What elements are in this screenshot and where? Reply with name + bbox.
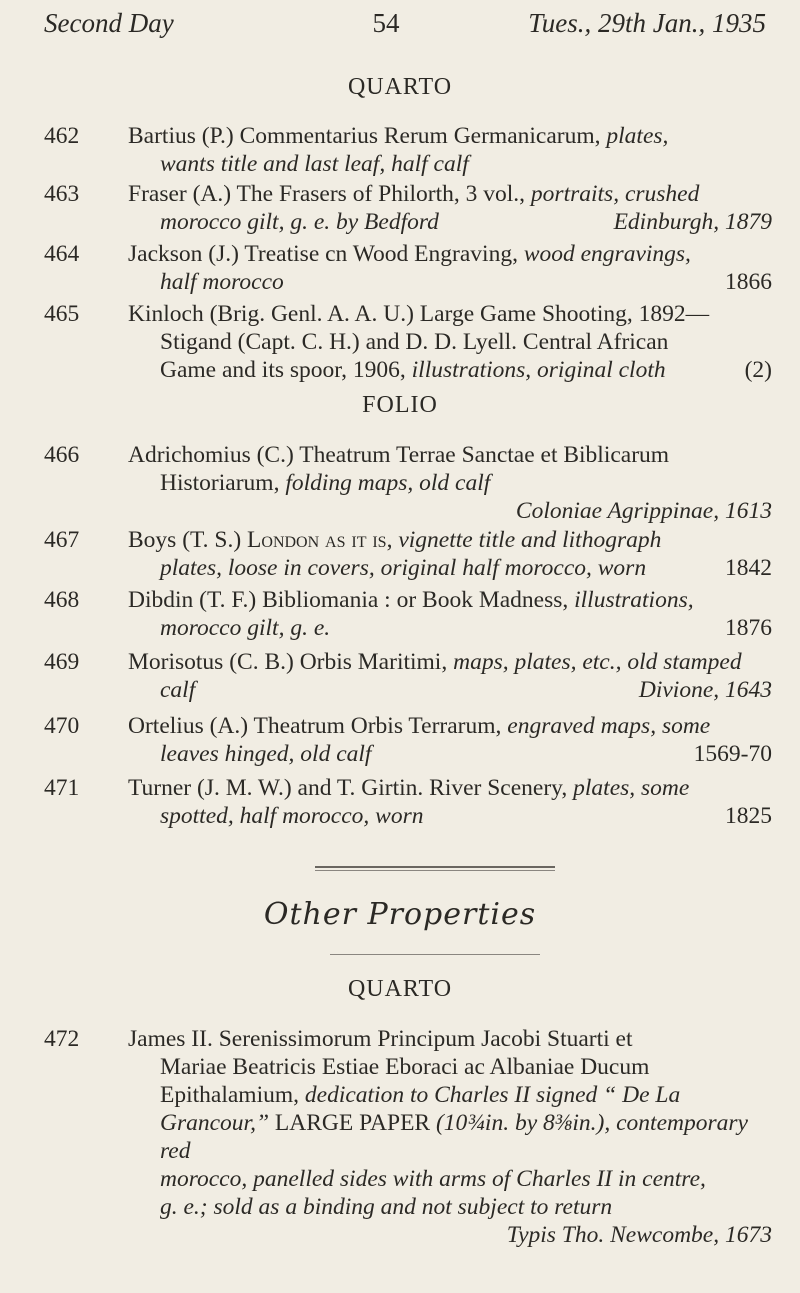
- lot-471: [44, 774, 772, 830]
- lot-title: Stigand (Capt. C. H.) and D. D. Lyell. Central African: [160, 329, 669, 355]
- lot-date: 1866: [725, 269, 772, 295]
- lot-title: Turner (J. M. W.) and T. Girtin. River Scenery,: [128, 775, 574, 801]
- lot-470: [44, 712, 772, 768]
- lot-date: 1876: [725, 615, 772, 641]
- lot-title: Jackson (J.) Treatise cn Wood Engraving,: [128, 241, 524, 267]
- lot-title: Epithalamium,: [160, 1082, 305, 1108]
- lot-description: engraved maps, some: [507, 713, 711, 739]
- lot-462: [44, 122, 772, 178]
- lot-description: illustrations,: [574, 587, 694, 613]
- lot-number: 470: [44, 713, 80, 739]
- lot-description: maps, plates, etc., old stamped: [453, 649, 742, 675]
- lot-464: [44, 240, 772, 296]
- lot-number: 463: [44, 181, 80, 207]
- lot-title: Adrichomius (C.) Theatrum Terrae Sanctae et Biblicarum: [128, 442, 670, 468]
- lot-description: plates, some: [573, 775, 690, 801]
- lot-number: 468: [44, 587, 80, 613]
- lot-description: wants title and last leaf, half calf: [160, 151, 469, 177]
- lot-description: morocco gilt, g. e.: [160, 615, 331, 641]
- lot-description: illustrations, original cloth: [411, 357, 666, 383]
- lot-463: [44, 180, 772, 236]
- lot-imprint: Divione, 1643: [638, 677, 772, 703]
- lot-date: 1825: [725, 803, 772, 829]
- lot-number: 464: [44, 241, 80, 267]
- lot-title: Morisotus (C. B.) Orbis Maritimi,: [128, 649, 454, 675]
- lot-description: spotted, half morocco, worn: [160, 803, 424, 829]
- lot-count: (2): [744, 357, 772, 383]
- lot-number: 469: [44, 649, 80, 675]
- lot-title: Historiarum,: [160, 470, 286, 496]
- lot-468: [44, 586, 772, 642]
- lot-469: [44, 648, 772, 704]
- lot-number: 462: [44, 123, 80, 149]
- lot-description: calf: [160, 677, 196, 703]
- lot-description: (10¾in. by 8⅜in.), contemporary red: [160, 1110, 748, 1164]
- lot-472: [44, 1025, 772, 1249]
- lot-number: 467: [44, 527, 80, 553]
- lot-date: 1569-70: [693, 741, 772, 767]
- lot-number: 465: [44, 301, 80, 327]
- lot-title: Bartius (P.) Commentarius Rerum Germanicarum,: [128, 123, 607, 149]
- lot-title: Kinloch (Brig. Genl. A. A. U.) Large Game Shooting, 1892—: [128, 301, 710, 327]
- lot-description: leaves hinged, old calf: [160, 741, 372, 767]
- lot-description: vignette title and lithograph: [392, 527, 662, 553]
- lot-title: Fraser (A.) The Frasers of Philorth, 3 vol.,: [128, 181, 531, 207]
- page-header: [44, 8, 766, 39]
- section-heading-quarto: QUARTO: [347, 74, 453, 100]
- lot-title: Dibdin (T. F.) Bibliomania : or Book Madness,: [128, 587, 575, 613]
- lot-title: Boys (T. S.): [128, 527, 248, 553]
- lot-description: folding maps, old calf: [285, 470, 491, 496]
- lot-description: morocco gilt, g. e. by Bedford: [160, 209, 439, 235]
- lot-description: morocco, panelled sides with arms of Charles II in centre,: [160, 1166, 706, 1192]
- divider-rule: [315, 866, 555, 868]
- lot-imprint: Edinburgh, 1879: [613, 209, 772, 235]
- section-heading-other-properties: Other Properties: [263, 897, 537, 932]
- lot-imprint: Typis Tho. Newcombe, 1673: [506, 1222, 772, 1248]
- lot-description: dedication to Charles II signed “ De La: [304, 1082, 681, 1108]
- divider-rule: [330, 954, 540, 955]
- lot-description: Grancour,”: [160, 1110, 270, 1136]
- lot-imprint: Coloniae Agrippinae, 1613: [515, 498, 772, 524]
- lot-description: LARGE PAPER: [269, 1110, 436, 1136]
- divider-rule: [315, 870, 555, 871]
- lot-description: g. e.; sold as a binding and not subject to return: [160, 1194, 613, 1220]
- lot-description: plates, loose in covers, original half morocco, worn: [160, 555, 647, 581]
- lot-number: 472: [44, 1026, 80, 1052]
- lot-date: 1842: [725, 555, 772, 581]
- lot-465: [44, 300, 772, 384]
- section-heading-folio: FOLIO: [362, 392, 438, 418]
- lot-description: portraits, crushed: [530, 181, 700, 207]
- section-heading-quarto: QUARTO: [347, 976, 453, 1002]
- lot-title: Ortelius (A.) Theatrum Orbis Terrarum,: [128, 713, 508, 739]
- lot-467: [44, 526, 772, 582]
- lot-title: James II. Serenissimorum Principum Jacobi Stuarti et: [128, 1026, 633, 1052]
- page-number: 54: [372, 8, 400, 38]
- lot-number: 471: [44, 775, 80, 801]
- lot-466: [44, 441, 772, 525]
- lot-title: Mariae Beatricis Estiae Eboraci ac Albaniae Ducum: [160, 1054, 650, 1080]
- lot-description: half morocco: [160, 269, 284, 295]
- lot-description: plates,: [606, 123, 669, 149]
- lot-number: 466: [44, 442, 80, 468]
- header-date: Tues., 29th Jan., 1935: [528, 8, 766, 38]
- lot-title: Game and its spoor, 1906,: [160, 357, 412, 383]
- lot-title: London as it is,: [247, 527, 393, 553]
- lot-description: wood engravings,: [523, 241, 691, 267]
- header-day: Second Day: [44, 8, 174, 38]
